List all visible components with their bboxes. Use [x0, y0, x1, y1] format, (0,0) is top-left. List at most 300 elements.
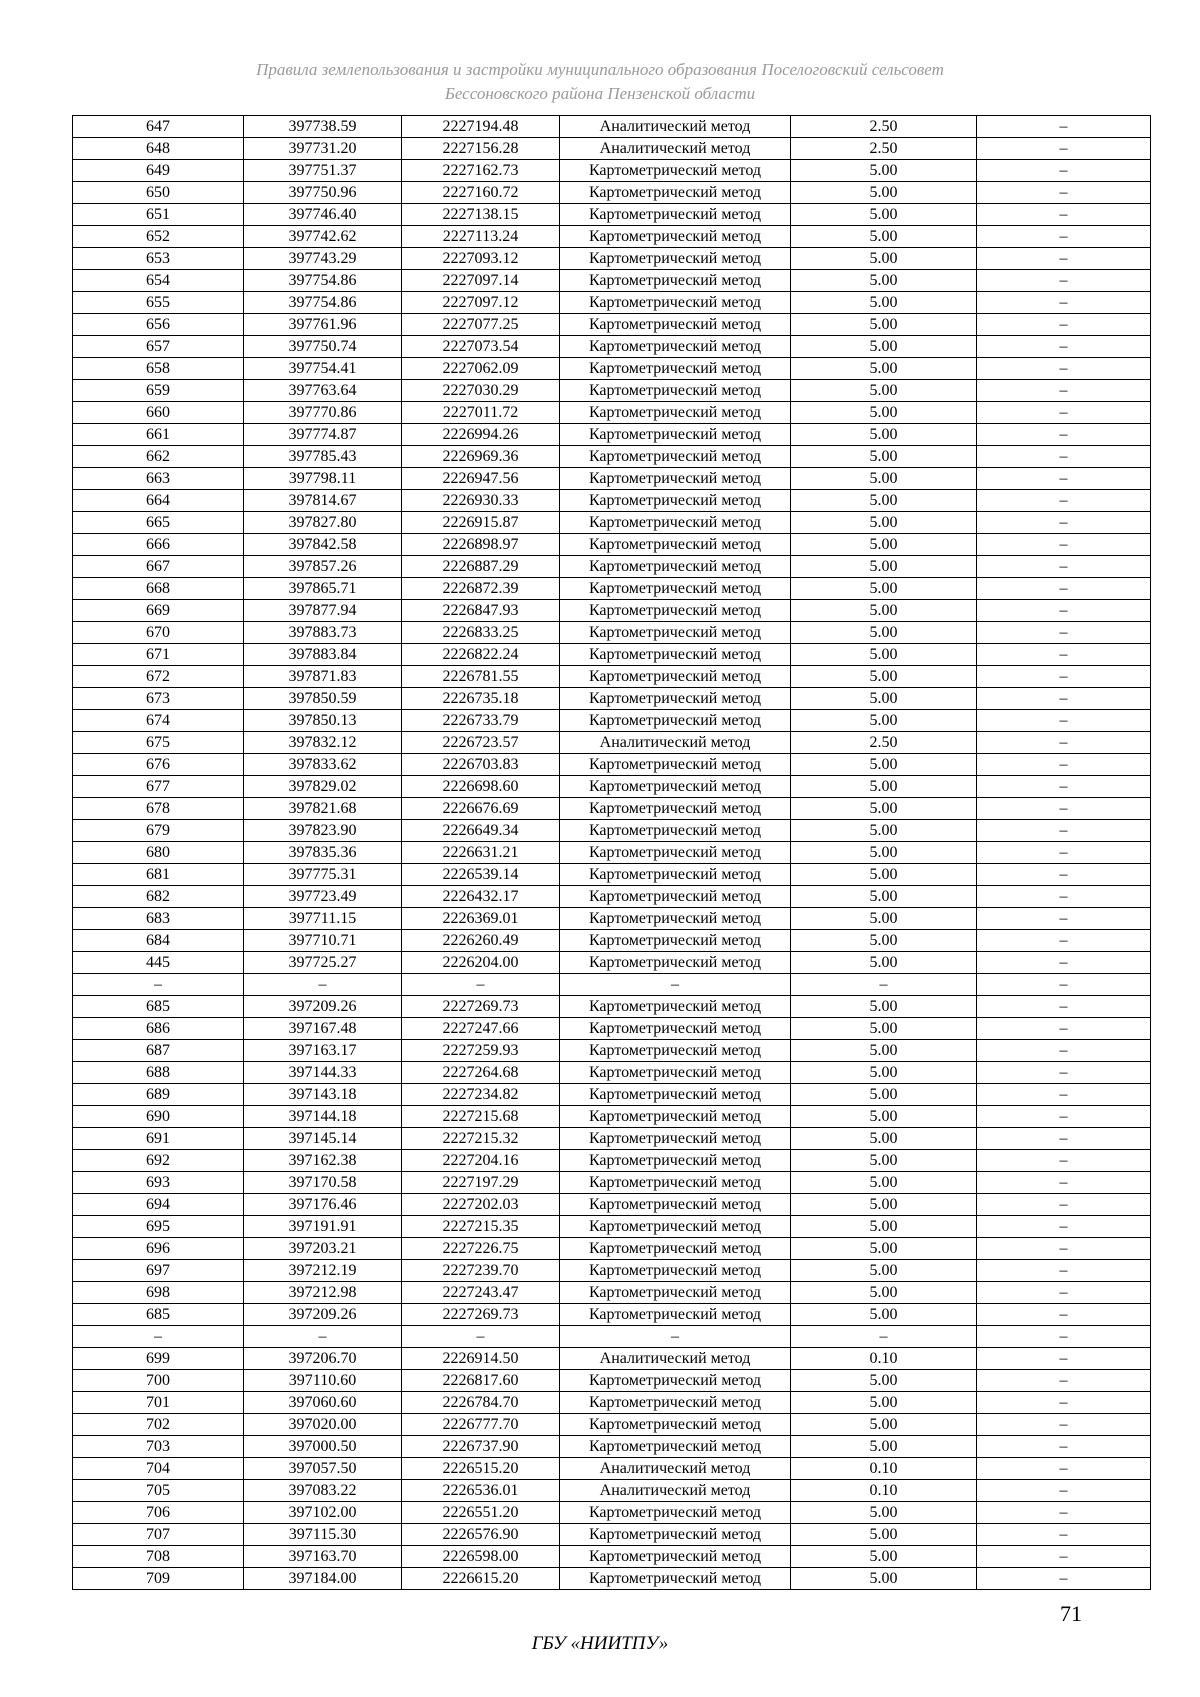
table-row	[73, 1436, 1151, 1458]
description-cell: –	[977, 1502, 1151, 1524]
x-coordinate-cell: 397742.62	[244, 226, 402, 248]
point-number-cell: 655	[73, 292, 244, 314]
y-coordinate-cell: 2226676.69	[402, 798, 560, 820]
y-coordinate-cell: 2226723.57	[402, 732, 560, 754]
method-cell: Картометрический метод	[560, 600, 791, 622]
header-line-2: Бессоновского района Пензенской области	[444, 84, 756, 103]
table-row	[73, 864, 1151, 886]
accuracy-cell: 5.00	[791, 1524, 977, 1546]
y-coordinate-cell: 2227093.12	[402, 248, 560, 270]
method-cell: Картометрический метод	[560, 226, 791, 248]
point-number-cell: 684	[73, 930, 244, 952]
method-cell: Картометрический метод	[560, 1128, 791, 1150]
accuracy-cell: 5.00	[791, 358, 977, 380]
y-coordinate-cell: 2227077.25	[402, 314, 560, 336]
description-cell: –	[977, 1524, 1151, 1546]
accuracy-cell: 5.00	[791, 160, 977, 182]
y-coordinate-cell: 2227156.28	[402, 138, 560, 160]
description-cell: –	[977, 1172, 1151, 1194]
table-row	[73, 776, 1151, 798]
x-coordinate-cell: 397832.12	[244, 732, 402, 754]
table-row	[73, 1502, 1151, 1524]
table-row	[73, 1458, 1151, 1480]
y-coordinate-cell: 2227160.72	[402, 182, 560, 204]
accuracy-cell: 5.00	[791, 556, 977, 578]
table-row	[73, 578, 1151, 600]
table-row	[73, 754, 1151, 776]
x-coordinate-cell: 397212.98	[244, 1282, 402, 1304]
y-coordinate-cell: 2226598.00	[402, 1546, 560, 1568]
table-row	[73, 1370, 1151, 1392]
point-number-cell: 661	[73, 424, 244, 446]
accuracy-cell: 5.00	[791, 1568, 977, 1590]
point-number-cell: 687	[73, 1040, 244, 1062]
x-coordinate-cell: 397743.29	[244, 248, 402, 270]
x-coordinate-cell: 397144.18	[244, 1106, 402, 1128]
table-row	[73, 1106, 1151, 1128]
point-number-cell: 691	[73, 1128, 244, 1150]
point-number-cell: 650	[73, 182, 244, 204]
description-cell: –	[977, 1370, 1151, 1392]
description-cell: –	[977, 1392, 1151, 1414]
description-cell: –	[977, 1282, 1151, 1304]
description-cell: –	[977, 1194, 1151, 1216]
y-coordinate-cell: 2226260.49	[402, 930, 560, 952]
table-row	[73, 248, 1151, 270]
table-row	[73, 622, 1151, 644]
method-cell: Аналитический метод	[560, 732, 791, 754]
point-number-cell: 696	[73, 1238, 244, 1260]
y-coordinate-cell: 2227097.12	[402, 292, 560, 314]
accuracy-cell: 5.00	[791, 314, 977, 336]
table-row	[73, 1326, 1151, 1348]
y-coordinate-cell: 2226737.90	[402, 1436, 560, 1458]
header-line-1: Правила землепользования и застройки муниципального образования Поселоговский сельсовет	[256, 60, 944, 79]
description-cell: –	[977, 1304, 1151, 1326]
x-coordinate-cell: 397883.84	[244, 644, 402, 666]
y-coordinate-cell: 2226703.83	[402, 754, 560, 776]
point-number-cell: 674	[73, 710, 244, 732]
x-coordinate-cell: 397746.40	[244, 204, 402, 226]
method-cell: Картометрический метод	[560, 688, 791, 710]
accuracy-cell: 5.00	[791, 490, 977, 512]
accuracy-cell: 0.10	[791, 1458, 977, 1480]
y-coordinate-cell: 2227204.16	[402, 1150, 560, 1172]
point-number-cell: 679	[73, 820, 244, 842]
point-number-cell: 660	[73, 402, 244, 424]
description-cell: –	[977, 644, 1151, 666]
description-cell: –	[977, 1568, 1151, 1590]
method-cell: Картометрический метод	[560, 1392, 791, 1414]
y-coordinate-cell: 2226930.33	[402, 490, 560, 512]
x-coordinate-cell: 397798.11	[244, 468, 402, 490]
y-coordinate-cell: 2227202.03	[402, 1194, 560, 1216]
x-coordinate-cell: 397775.31	[244, 864, 402, 886]
x-coordinate-cell: 397850.13	[244, 710, 402, 732]
y-coordinate-cell: 2227162.73	[402, 160, 560, 182]
method-cell: Картометрический метод	[560, 380, 791, 402]
point-number-cell: 667	[73, 556, 244, 578]
x-coordinate-cell: 397725.27	[244, 952, 402, 974]
accuracy-cell: 5.00	[791, 292, 977, 314]
accuracy-cell: 5.00	[791, 1040, 977, 1062]
x-coordinate-cell: 397770.86	[244, 402, 402, 424]
method-cell: Картометрический метод	[560, 1304, 791, 1326]
coordinates-table	[72, 115, 1151, 1590]
point-number-cell: 673	[73, 688, 244, 710]
point-number-cell: 652	[73, 226, 244, 248]
method-cell: Аналитический метод	[560, 138, 791, 160]
description-cell: –	[977, 754, 1151, 776]
description-cell: –	[977, 710, 1151, 732]
y-coordinate-cell: 2226994.26	[402, 424, 560, 446]
method-cell: Картометрический метод	[560, 1106, 791, 1128]
y-coordinate-cell: 2227073.54	[402, 336, 560, 358]
description-cell: –	[977, 468, 1151, 490]
point-number-cell: 702	[73, 1414, 244, 1436]
table-row	[73, 1216, 1151, 1238]
x-coordinate-cell: 397750.74	[244, 336, 402, 358]
method-cell: Картометрический метод	[560, 512, 791, 534]
x-coordinate-cell: 397877.94	[244, 600, 402, 622]
accuracy-cell: 5.00	[791, 842, 977, 864]
x-coordinate-cell: 397209.26	[244, 1304, 402, 1326]
method-cell: Картометрический метод	[560, 952, 791, 974]
method-cell: Картометрический метод	[560, 578, 791, 600]
description-cell: –	[977, 1458, 1151, 1480]
point-number-cell: 664	[73, 490, 244, 512]
method-cell: Картометрический метод	[560, 468, 791, 490]
y-coordinate-cell: 2227269.73	[402, 1304, 560, 1326]
method-cell: –	[560, 1326, 791, 1348]
method-cell: Картометрический метод	[560, 160, 791, 182]
description-cell: –	[977, 248, 1151, 270]
x-coordinate-cell: 397176.46	[244, 1194, 402, 1216]
table-row	[73, 1304, 1151, 1326]
point-number-cell: 663	[73, 468, 244, 490]
description-cell: –	[977, 1062, 1151, 1084]
method-cell: Аналитический метод	[560, 1458, 791, 1480]
method-cell: –	[560, 974, 791, 996]
accuracy-cell: 5.00	[791, 644, 977, 666]
accuracy-cell: 5.00	[791, 424, 977, 446]
description-cell: –	[977, 292, 1151, 314]
method-cell: Картометрический метод	[560, 556, 791, 578]
method-cell: Картометрический метод	[560, 776, 791, 798]
x-coordinate-cell: 397060.60	[244, 1392, 402, 1414]
accuracy-cell: 5.00	[791, 1414, 977, 1436]
accuracy-cell: 5.00	[791, 446, 977, 468]
x-coordinate-cell: 397821.68	[244, 798, 402, 820]
y-coordinate-cell: 2226551.20	[402, 1502, 560, 1524]
accuracy-cell: 5.00	[791, 534, 977, 556]
accuracy-cell: 5.00	[791, 182, 977, 204]
method-cell: Картометрический метод	[560, 1084, 791, 1106]
x-coordinate-cell: 397850.59	[244, 688, 402, 710]
accuracy-cell: 5.00	[791, 1260, 977, 1282]
y-coordinate-cell: 2227113.24	[402, 226, 560, 248]
accuracy-cell: 5.00	[791, 886, 977, 908]
table-row	[73, 820, 1151, 842]
table-row	[73, 996, 1151, 1018]
description-cell: –	[977, 864, 1151, 886]
accuracy-cell: –	[791, 974, 977, 996]
table-row	[73, 886, 1151, 908]
description-cell: –	[977, 886, 1151, 908]
description-cell: –	[977, 270, 1151, 292]
point-number-cell: 708	[73, 1546, 244, 1568]
x-coordinate-cell: –	[244, 1326, 402, 1348]
y-coordinate-cell: 2226649.34	[402, 820, 560, 842]
x-coordinate-cell: 397711.15	[244, 908, 402, 930]
table-row	[73, 292, 1151, 314]
description-cell: –	[977, 622, 1151, 644]
table-row	[73, 468, 1151, 490]
table-row	[73, 490, 1151, 512]
table-row	[73, 380, 1151, 402]
point-number-cell: 695	[73, 1216, 244, 1238]
accuracy-cell: 5.00	[791, 622, 977, 644]
y-coordinate-cell: 2226898.97	[402, 534, 560, 556]
method-cell: Картометрический метод	[560, 270, 791, 292]
accuracy-cell: 5.00	[791, 1106, 977, 1128]
point-number-cell: 678	[73, 798, 244, 820]
accuracy-cell: 5.00	[791, 1128, 977, 1150]
y-coordinate-cell: 2226631.21	[402, 842, 560, 864]
point-number-cell: 671	[73, 644, 244, 666]
accuracy-cell: 5.00	[791, 1150, 977, 1172]
point-number-cell: 697	[73, 1260, 244, 1282]
description-cell: –	[977, 380, 1151, 402]
description-cell: –	[977, 666, 1151, 688]
method-cell: Картометрический метод	[560, 930, 791, 952]
point-number-cell: 666	[73, 534, 244, 556]
x-coordinate-cell: 397206.70	[244, 1348, 402, 1370]
page-footer: ГБУ «НИИТПУ»	[531, 1633, 669, 1654]
method-cell: Картометрический метод	[560, 644, 791, 666]
x-coordinate-cell: 397754.86	[244, 270, 402, 292]
accuracy-cell: 5.00	[791, 688, 977, 710]
y-coordinate-cell: 2226576.90	[402, 1524, 560, 1546]
x-coordinate-cell: 397167.48	[244, 1018, 402, 1040]
method-cell: Картометрический метод	[560, 1282, 791, 1304]
x-coordinate-cell: 397143.18	[244, 1084, 402, 1106]
method-cell: Картометрический метод	[560, 886, 791, 908]
description-cell: –	[977, 402, 1151, 424]
accuracy-cell: 5.00	[791, 1084, 977, 1106]
method-cell: Картометрический метод	[560, 996, 791, 1018]
point-number-cell: 651	[73, 204, 244, 226]
method-cell: Картометрический метод	[560, 1414, 791, 1436]
accuracy-cell: 5.00	[791, 578, 977, 600]
method-cell: Картометрический метод	[560, 1370, 791, 1392]
accuracy-cell: 5.00	[791, 1018, 977, 1040]
x-coordinate-cell: 397145.14	[244, 1128, 402, 1150]
method-cell: Картометрический метод	[560, 864, 791, 886]
x-coordinate-cell: 397144.33	[244, 1062, 402, 1084]
table-row	[73, 314, 1151, 336]
description-cell: –	[977, 1480, 1151, 1502]
point-number-cell: 688	[73, 1062, 244, 1084]
method-cell: Картометрический метод	[560, 490, 791, 512]
x-coordinate-cell: 397751.37	[244, 160, 402, 182]
x-coordinate-cell: 397723.49	[244, 886, 402, 908]
x-coordinate-cell: 397163.70	[244, 1546, 402, 1568]
table-row	[73, 732, 1151, 754]
y-coordinate-cell: 2226969.36	[402, 446, 560, 468]
x-coordinate-cell: 397020.00	[244, 1414, 402, 1436]
y-coordinate-cell: 2226914.50	[402, 1348, 560, 1370]
description-cell: –	[977, 732, 1151, 754]
accuracy-cell: 5.00	[791, 1370, 977, 1392]
table-row	[73, 116, 1151, 138]
method-cell: Картометрический метод	[560, 446, 791, 468]
y-coordinate-cell: 2227215.68	[402, 1106, 560, 1128]
description-cell: –	[977, 556, 1151, 578]
description-cell: –	[977, 204, 1151, 226]
x-coordinate-cell: 397827.80	[244, 512, 402, 534]
method-cell: Картометрический метод	[560, 666, 791, 688]
table-row	[73, 1084, 1151, 1106]
point-number-cell: 649	[73, 160, 244, 182]
table-row	[73, 1172, 1151, 1194]
point-number-cell: 694	[73, 1194, 244, 1216]
description-cell: –	[977, 930, 1151, 952]
x-coordinate-cell: 397785.43	[244, 446, 402, 468]
method-cell: Картометрический метод	[560, 1216, 791, 1238]
table-row	[73, 688, 1151, 710]
point-number-cell: 709	[73, 1568, 244, 1590]
point-number-cell: 704	[73, 1458, 244, 1480]
x-coordinate-cell: 397731.20	[244, 138, 402, 160]
method-cell: Картометрический метод	[560, 1040, 791, 1062]
y-coordinate-cell: 2226615.20	[402, 1568, 560, 1590]
method-cell: Картометрический метод	[560, 204, 791, 226]
point-number-cell: 681	[73, 864, 244, 886]
table-row	[73, 842, 1151, 864]
y-coordinate-cell: 2227011.72	[402, 402, 560, 424]
table-row	[73, 1260, 1151, 1282]
point-number-cell: 703	[73, 1436, 244, 1458]
y-coordinate-cell: 2226432.17	[402, 886, 560, 908]
method-cell: Картометрический метод	[560, 182, 791, 204]
description-cell: –	[977, 1084, 1151, 1106]
y-coordinate-cell: –	[402, 974, 560, 996]
x-coordinate-cell: 397774.87	[244, 424, 402, 446]
table-row	[73, 512, 1151, 534]
accuracy-cell: 5.00	[791, 798, 977, 820]
y-coordinate-cell: 2227215.32	[402, 1128, 560, 1150]
table-row	[73, 336, 1151, 358]
accuracy-cell: 5.00	[791, 754, 977, 776]
table-row	[73, 1018, 1151, 1040]
table-row	[73, 1040, 1151, 1062]
table-row	[73, 534, 1151, 556]
point-number-cell: 675	[73, 732, 244, 754]
table-row	[73, 182, 1151, 204]
y-coordinate-cell: 2226822.24	[402, 644, 560, 666]
y-coordinate-cell: 2227234.82	[402, 1084, 560, 1106]
point-number-cell: 670	[73, 622, 244, 644]
description-cell: –	[977, 336, 1151, 358]
method-cell: Картометрический метод	[560, 1150, 791, 1172]
method-cell: Аналитический метод	[560, 1348, 791, 1370]
point-number-cell: 698	[73, 1282, 244, 1304]
table-row	[73, 1194, 1151, 1216]
method-cell: Картометрический метод	[560, 710, 791, 732]
y-coordinate-cell: 2226698.60	[402, 776, 560, 798]
description-cell: –	[977, 1414, 1151, 1436]
table-row	[73, 1348, 1151, 1370]
method-cell: Картометрический метод	[560, 1062, 791, 1084]
method-cell: Картометрический метод	[560, 1194, 791, 1216]
accuracy-cell: 5.00	[791, 1238, 977, 1260]
description-cell: –	[977, 1150, 1151, 1172]
x-coordinate-cell: 397115.30	[244, 1524, 402, 1546]
description-cell: –	[977, 996, 1151, 1018]
table-row	[73, 1282, 1151, 1304]
method-cell: Картометрический метод	[560, 1260, 791, 1282]
point-number-cell: 690	[73, 1106, 244, 1128]
description-cell: –	[977, 974, 1151, 996]
x-coordinate-cell: 397102.00	[244, 1502, 402, 1524]
point-number-cell: 689	[73, 1084, 244, 1106]
y-coordinate-cell: 2227097.14	[402, 270, 560, 292]
accuracy-cell: 5.00	[791, 1062, 977, 1084]
table-row	[73, 1546, 1151, 1568]
description-cell: –	[977, 1040, 1151, 1062]
point-number-cell: 685	[73, 996, 244, 1018]
table-row	[73, 226, 1151, 248]
x-coordinate-cell: 397823.90	[244, 820, 402, 842]
accuracy-cell: 5.00	[791, 666, 977, 688]
description-cell: –	[977, 1348, 1151, 1370]
x-coordinate-cell: 397710.71	[244, 930, 402, 952]
description-cell: –	[977, 1238, 1151, 1260]
description-cell: –	[977, 842, 1151, 864]
y-coordinate-cell: 2226735.18	[402, 688, 560, 710]
point-number-cell: 683	[73, 908, 244, 930]
x-coordinate-cell: 397000.50	[244, 1436, 402, 1458]
accuracy-cell: 5.00	[791, 864, 977, 886]
y-coordinate-cell: 2226536.01	[402, 1480, 560, 1502]
method-cell: Картометрический метод	[560, 1238, 791, 1260]
description-cell: –	[977, 1128, 1151, 1150]
x-coordinate-cell: 397857.26	[244, 556, 402, 578]
point-number-cell: 706	[73, 1502, 244, 1524]
y-coordinate-cell: 2227194.48	[402, 116, 560, 138]
table-row	[73, 1128, 1151, 1150]
y-coordinate-cell: 2226777.70	[402, 1414, 560, 1436]
y-coordinate-cell: 2226915.87	[402, 512, 560, 534]
point-number-cell: 685	[73, 1304, 244, 1326]
y-coordinate-cell: 2227259.93	[402, 1040, 560, 1062]
table-row	[73, 1150, 1151, 1172]
accuracy-cell: 5.00	[791, 226, 977, 248]
accuracy-cell: 5.00	[791, 1216, 977, 1238]
coordinates-table-body	[73, 116, 1151, 1590]
table-row	[73, 1524, 1151, 1546]
x-coordinate-cell: 397842.58	[244, 534, 402, 556]
table-row	[73, 666, 1151, 688]
x-coordinate-cell: 397738.59	[244, 116, 402, 138]
description-cell: –	[977, 776, 1151, 798]
table-row	[73, 600, 1151, 622]
method-cell: Картометрический метод	[560, 1524, 791, 1546]
description-cell: –	[977, 908, 1151, 930]
method-cell: Картометрический метод	[560, 314, 791, 336]
x-coordinate-cell: 397083.22	[244, 1480, 402, 1502]
